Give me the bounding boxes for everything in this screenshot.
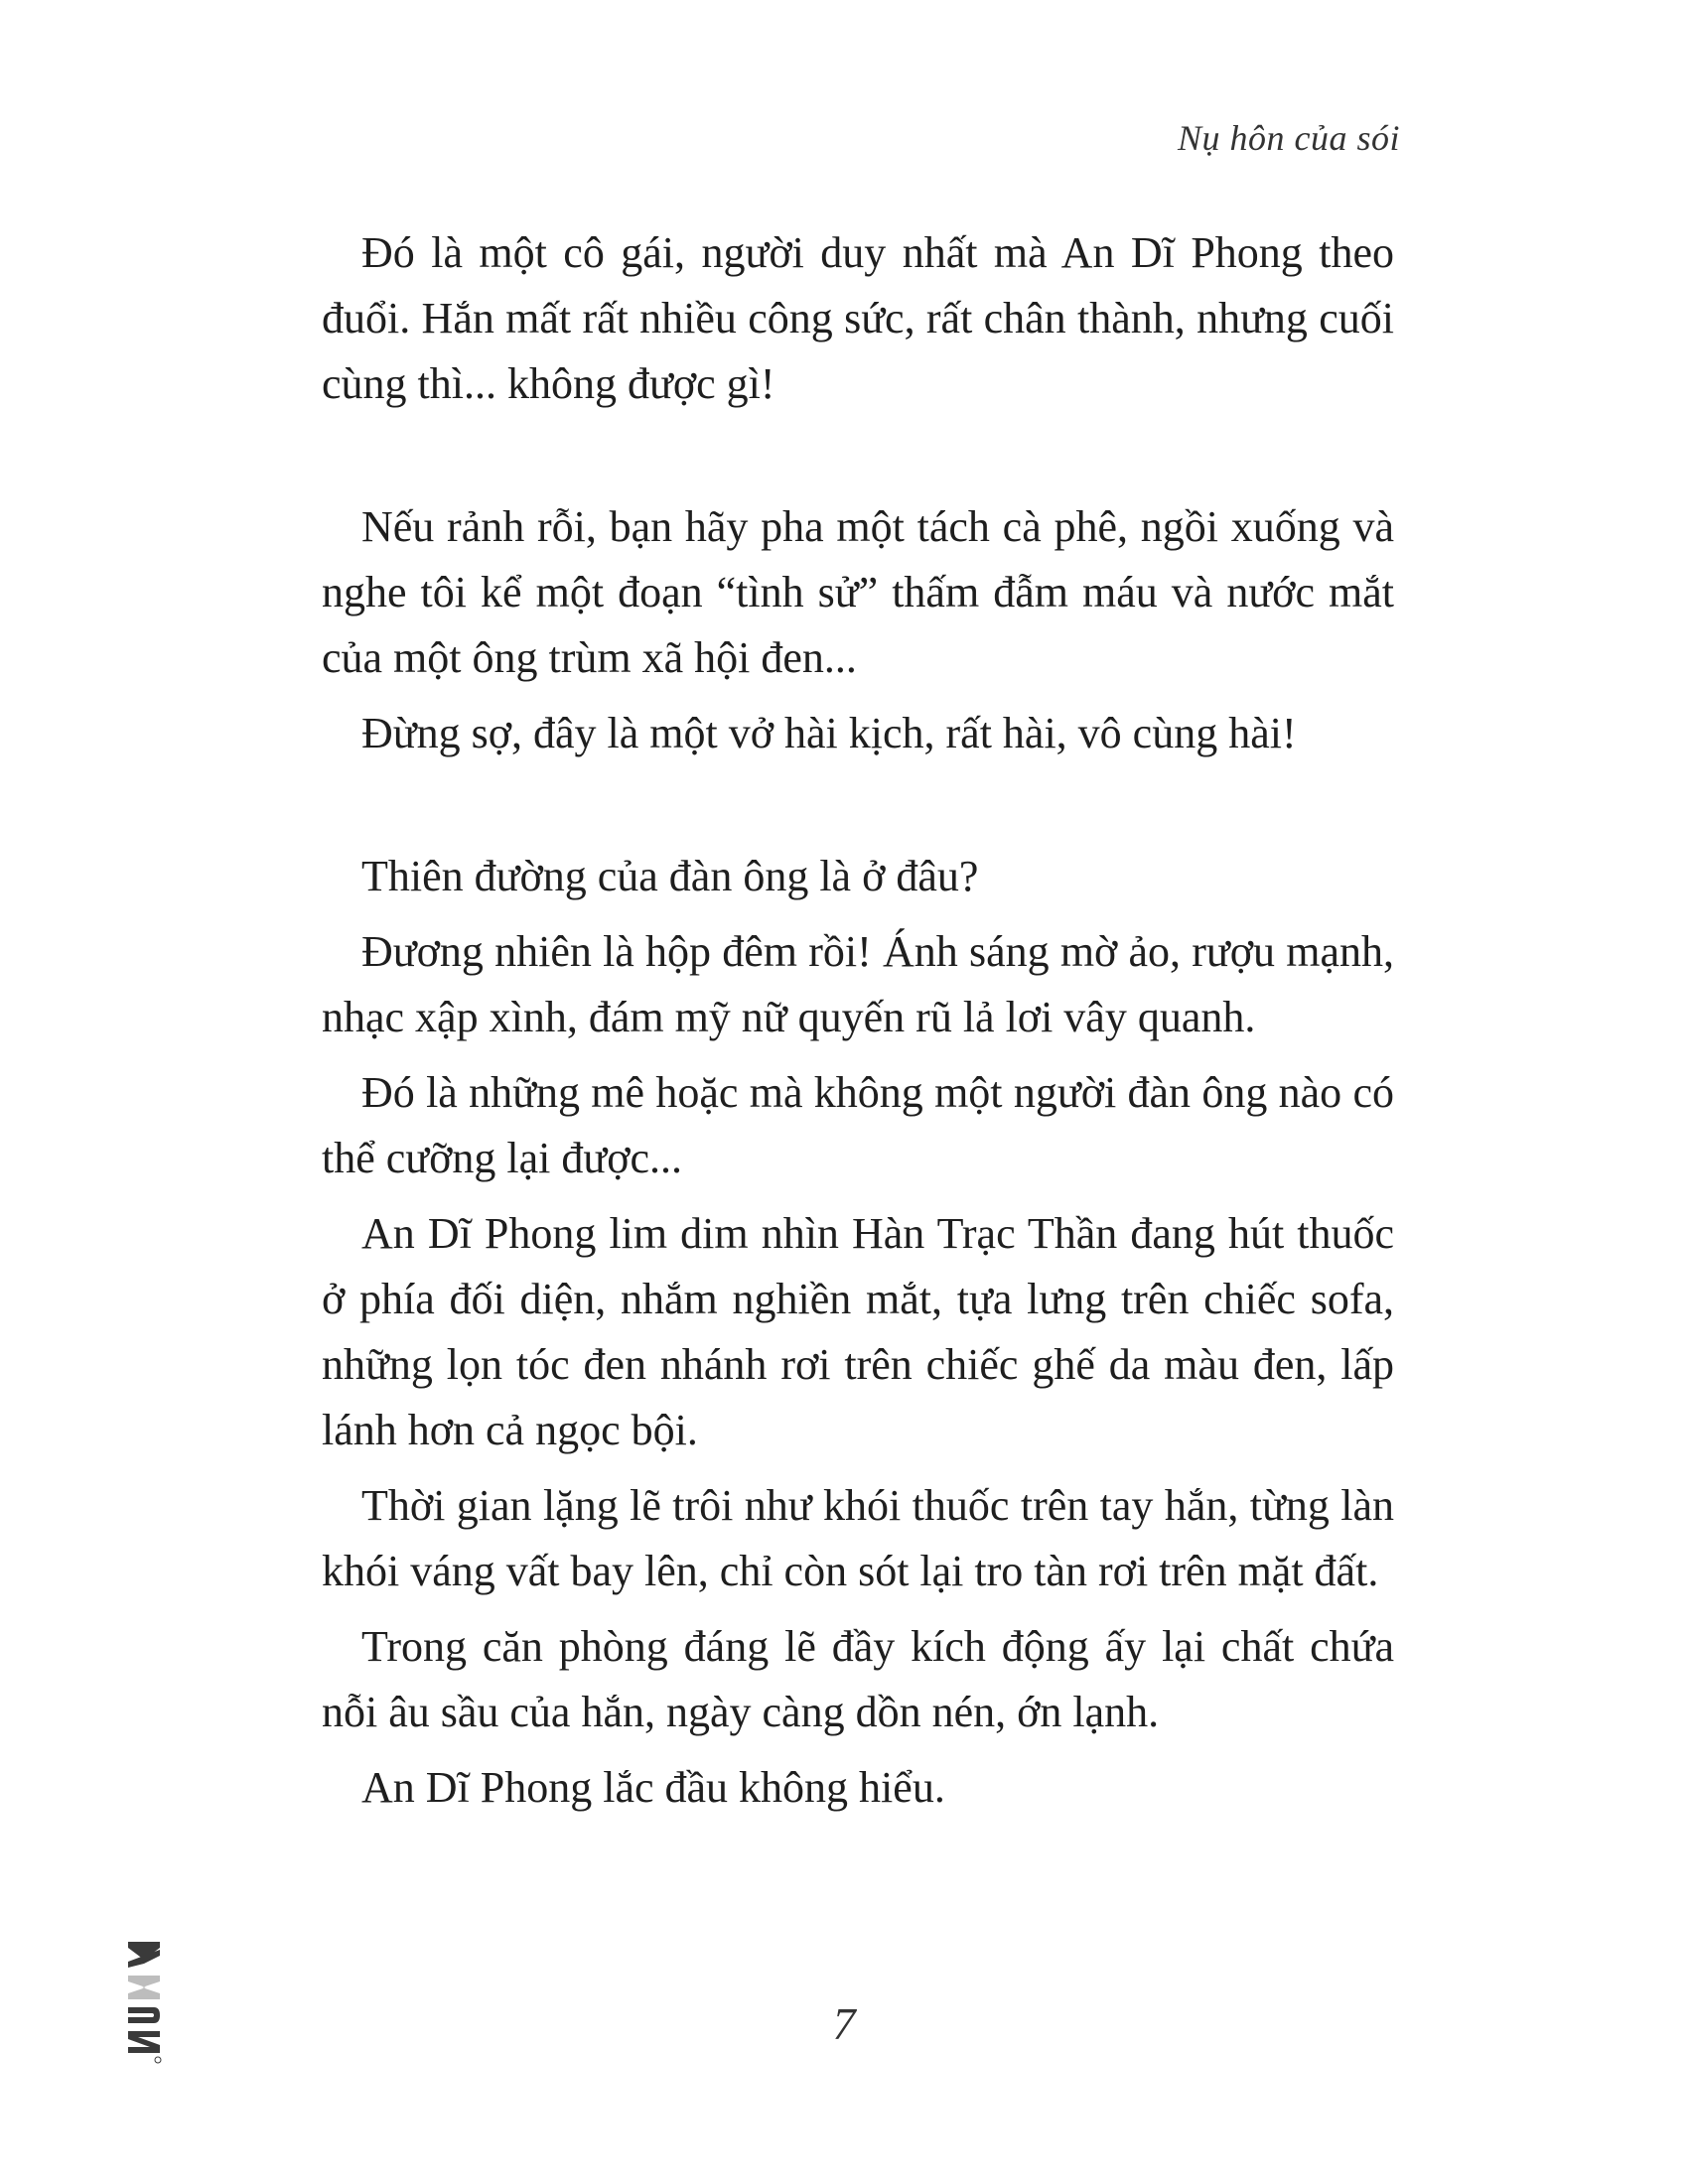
paragraph: Trong căn phòng đáng lẽ đầy kích động ấy lại chất chứa nỗi âu sầu của hắn, ngày càng dồn nén, ớn lạnh.	[322, 1622, 1394, 1736]
paragraph: Thời gian lặng lẽ trôi như khói thuốc trên tay hắn, từng làn khói váng vất bay lên, chỉ còn sót lại tro tàn rơi trên mặt đất.	[322, 1481, 1394, 1595]
paragraph: An Dĩ Phong lắc đầu không hiểu.	[361, 1763, 945, 1812]
paragraph: Thiên đường của đàn ông là ở đâu?	[361, 852, 979, 900]
paragraph: Đó là những mê hoặc mà không một người đàn ông nào có thể cưỡng lại được...	[322, 1068, 1394, 1182]
running-header-title: Nụ hôn của sói	[1177, 118, 1400, 158]
page-number: 7	[832, 1998, 856, 2049]
body-text	[322, 220, 1394, 1821]
amun-logo-icon	[124, 1936, 164, 2065]
paragraph: Đừng sợ, đây là một vở hài kịch, rất hài, vô cùng hài!	[361, 709, 1297, 757]
paragraph: Đó là một cô gái, người duy nhất mà An Dĩ Phong theo đuổi. Hắn mất rất nhiều công sức, rất chân thành, nhưng cuối cùng thì... không được gì!	[322, 228, 1394, 408]
paragraph: An Dĩ Phong lim dim nhìn Hàn Trạc Thần đang hút thuốc ở phía đối diện, nhắm nghiền mắt, tựa lưng trên chiếc sofa, những lọn tóc đen nhánh rơi trên chiếc ghế da màu đen, lấp lánh hơn cả ngọc bội.	[322, 1209, 1394, 1454]
paragraph: Đương nhiên là hộp đêm rồi! Ánh sáng mờ ảo, rượu mạnh, nhạc xập xình, đám mỹ nữ quyến rũ lả lơi vây quanh.	[322, 927, 1394, 1041]
publisher-logo	[124, 1936, 164, 2065]
paragraph: Nếu rảnh rỗi, bạn hãy pha một tách cà phê, ngồi xuống và nghe tôi kể một đoạn “tình sử” thấm đẫm máu và nước mắt của một ông trùm xã hội đen...	[322, 502, 1394, 682]
